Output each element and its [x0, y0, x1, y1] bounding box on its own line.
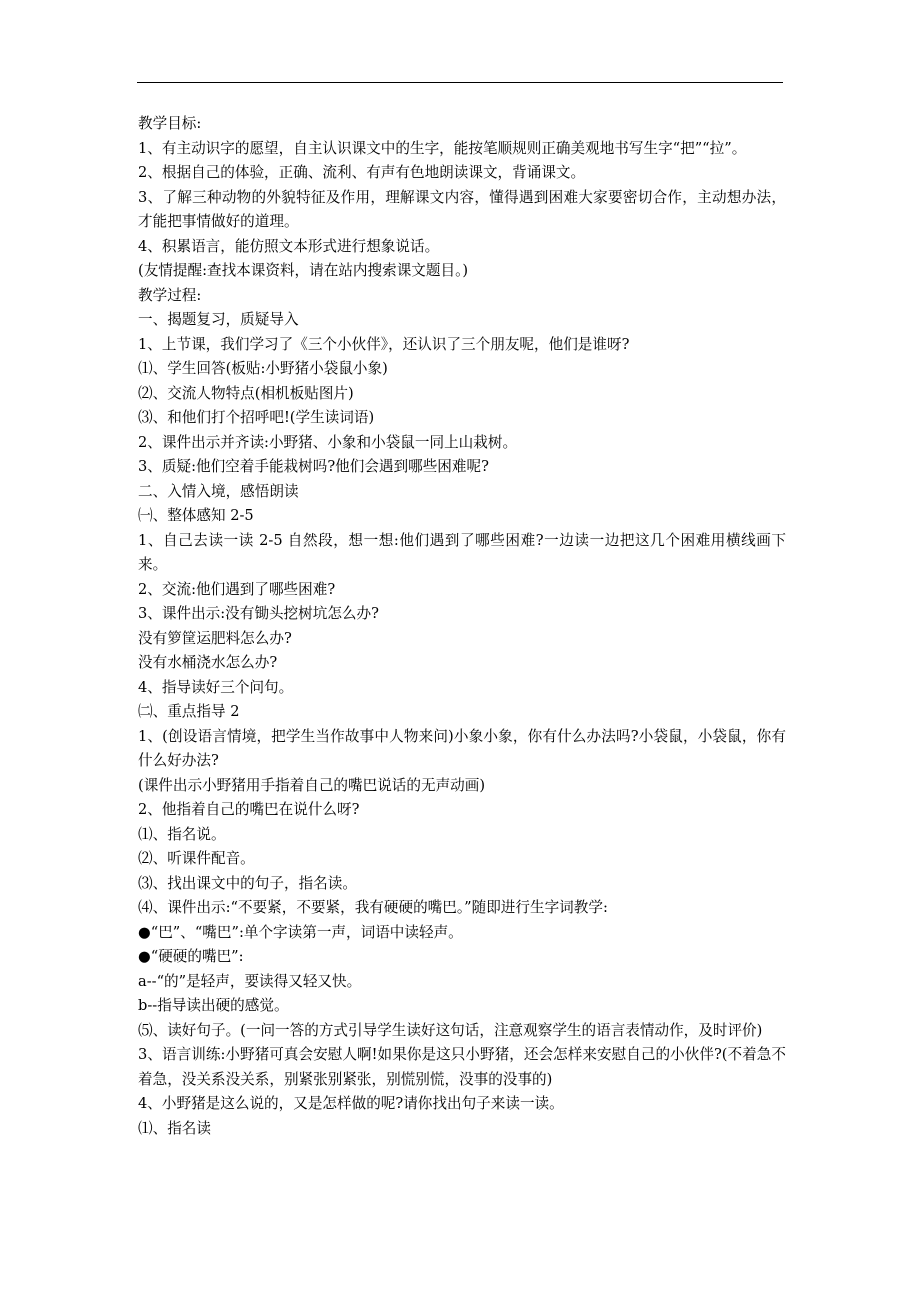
- text-line: a--“的”是轻声，要读得又轻又快。: [138, 972, 362, 990]
- text-line: 2、交流:他们遇到了哪些困难?: [138, 580, 336, 598]
- text-line: ●“硬硬的嘴巴”:: [138, 948, 244, 965]
- text-line: 2、课件出示并齐读:小野猪、小象和小袋鼠一同上山栽树。: [138, 433, 518, 451]
- text-line: (友情提醒:查找本课资料，请在站内搜索课文题目。): [138, 262, 469, 279]
- text-line: 3、语言训练:小野猪可真会安慰人啊!如果你是这只小野猪，还会怎样来安慰自己的小伙伴?(不着急不着急，没关系没关系，别紧张别紧张，别慌别慌，没事的没事的): [138, 1046, 786, 1088]
- text-line: ⑵、听课件配音。: [138, 850, 255, 867]
- text-line: ⑸、读好句子。(一问一答的方式引导学生读好这句话，注意观察学生的语言表情动作，及时评价): [138, 1021, 763, 1039]
- text-line: 3、质疑:他们空着手能栽树吗?他们会遇到哪些困难呢?: [138, 458, 489, 475]
- header-rule: [137, 82, 783, 83]
- text-line: 3、课件出示:没有锄头挖树坑怎么办?: [138, 605, 379, 622]
- text-line: 1、(创设语言情境，把学生当作故事中人物来问)小象小象，你有什么办法吗?小袋鼠，小袋鼠，你有什么好办法?: [138, 727, 786, 769]
- lesson-plan-body: [138, 112, 786, 1141]
- text-line: 教学目标:: [138, 115, 202, 132]
- text-line: ⑷、课件出示:“不要紧，不要紧，我有硬硬的嘴巴。”随即进行生字词教学:: [138, 899, 608, 916]
- text-line: 3、了解三种动物的外貌特征及作用，理解课文内容，懂得遇到困难大家要密切合作，主动想办法，才能把事情做好的道理。: [138, 188, 786, 230]
- text-line: 4、积累语言，能仿照文本形式进行想象说话。: [138, 237, 440, 255]
- text-line: ⑵、交流人物特点(相机板贴图片): [138, 384, 354, 402]
- text-line: ⑴、指名读: [138, 1119, 211, 1137]
- text-line: ㈠、整体感知 2-5: [138, 507, 254, 524]
- text-line: 1、自己去读一读 2-5 自然段，想一想:他们遇到了哪些困难?一边读一边把这几个困难用横线画下来。: [138, 531, 786, 573]
- text-line: (课件出示小野猪用手指着自己的嘴巴说话的无声动画): [138, 776, 486, 794]
- text-line: 1、上节课，我们学习了《三个小伙伴》，还认识了三个朋友呢，他们是谁呀?: [138, 335, 630, 353]
- text-line: ●“巴”、“嘴巴”:单个字读第一声，词语中读轻声。: [138, 923, 463, 941]
- text-line: 一、揭题复习，质疑导入: [138, 311, 299, 328]
- text-line: 4、小野猪是这么说的，又是怎样做的呢?请你找出句子来读一读。: [138, 1095, 564, 1112]
- text-line: 1、有主动识字的愿望，自主认识课文中的生字，能按笔顺规则正确美观地书写生字“把”“拉”。: [138, 139, 747, 157]
- text-line: ⑶、和他们打个招呼吧!(学生读词语): [138, 409, 375, 426]
- text-line: 2、他指着自己的嘴巴在说什么呀?: [138, 801, 360, 818]
- text-line: b--指导读出硬的感觉。: [138, 997, 289, 1014]
- text-line: 2、根据自己的体验，正确、流利、有声有色地朗读课文，背诵课文。: [138, 164, 586, 181]
- text-line: 二、入情入境，感悟朗读: [138, 482, 299, 500]
- text-line: ⑴、指名说。: [138, 825, 226, 843]
- text-line: 4、指导读好三个问句。: [138, 678, 294, 696]
- text-line: ⑶、找出课文中的句子，指名读。: [138, 874, 357, 892]
- text-line: 没有箩筐运肥料怎么办?: [138, 629, 292, 647]
- text-line: 没有水桶浇水怎么办?: [138, 654, 278, 671]
- text-line: ㈡、重点指导 2: [138, 703, 240, 720]
- text-line: ⑴、学生回答(板贴:小野猪小袋鼠小象): [138, 360, 388, 377]
- text-line: 教学过程:: [138, 286, 202, 304]
